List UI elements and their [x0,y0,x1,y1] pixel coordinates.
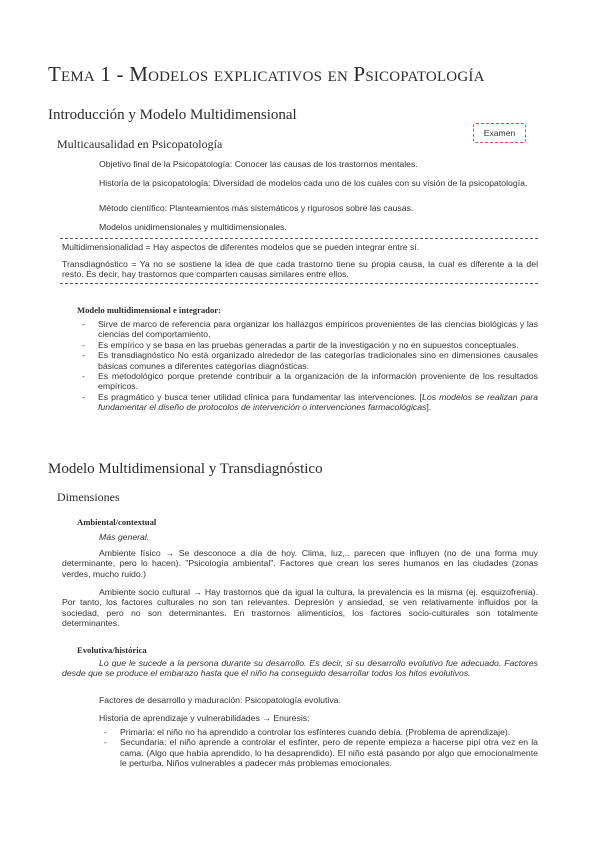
enuresis-bullet-primaria: - Primaria: el niño no ha aprendido a controlar los esfínteres cuando debía. (Problema de aprendizaje). [102,727,538,737]
model-bullet-5-end: ]. [426,402,432,413]
model-bullet-5-italic: Los modelos se realizan para fundamentar el diseño de protocolos de intervención o intervenciones farmacológicas [98,391,538,413]
exam-badge: Examen [473,123,526,143]
model-bullet-2: - Es empírico y se basa en las pruebas generadas a partir de la investigación y no en supuestos conceptuales. [80,340,538,350]
box-bottom-divider [60,283,538,284]
model-bullet-5 [80,392,538,413]
section1-heading: Introducción y Modelo Multidimensional [48,107,297,123]
model-bullet-4: - Es metodológico porque pretende contribuir a la organización de la información proveniente de los resultados empíricos. [80,371,538,392]
enuresis-bullet-list [102,727,538,769]
evolutiva-intro: Lo que le sucede a la persona durante su desarrollo. Es decir, si su desarrollo evolutivo fue adecuado. Factores desde que se produce el embarazo hasta que el niño ha conseguido desarrollar todos los hitos evolutivos. [62,658,538,679]
model-bullet-5-text: Es pragmático y busca tener utilidad clínica para fundamentar las intervenciones. [ [98,391,423,402]
ambiental-general: Más general. [99,532,150,542]
box-line-multidimensionalidad: Multidimensionalidad = Hay aspectos de diferentes modelos que se pueden integrar entre sí. [62,242,420,252]
title-part2: Modelos explicativos en Psicopatología [129,62,485,86]
section2-subheading: Dimensiones [57,490,120,504]
model-bullet-3: - Es transdiagnóstico No está organizado alrededor de las categorías tradicionales sino en dimensiones causales básicas comunes a diferentes categorías diagnósticas. [80,350,538,371]
intro-item-4: Modelos unidimensionales y multidimensionales. [99,222,287,232]
evolutiva-factores: Factores de desarrollo y maduración: Psicopatología evolutiva. [99,695,341,705]
ambiental-socio-cultural: Ambiente socio cultural → Hay trastornos que da igual la cultura, la prevalencia es la misma (ej. esquizofrenia). Por tanto, los factores culturales no son tan relevantes. Depresión y ansiedad, se ven relativamente influidos por la sociedad, pero no son determinantes. En trastornos alimenticios, los factores socio-culturales son totalmente determinantes. [62,587,538,629]
intro-item-2: Historia de la psicopatología: Diversidad de modelos cada uno de los cuales con su visión de la psicopatología. [99,178,528,188]
intro-item-3: Método científico: Planteamientos más sistemáticos y rigurosos sobre las causas. [99,203,414,213]
box-line-transdiagnostico: Transdiagnóstico = Ya no se sostiene la idea de que cada trastorno tiene su propia causa, la cual es diferente a la del resto. Es decir, hay trastornos que comparten causas similares entre ellos. [62,259,538,280]
box-top-divider [60,238,538,239]
title-part1: Tema 1 - [48,62,130,86]
model-bullet-list [80,319,538,413]
section2-heading: Modelo Multidimensional y Transdiagnóstico [48,461,323,477]
section1-subheading: Multicausalidad en Psicopatología [57,137,223,151]
evolutiva-heading: Evolutiva/histórica [77,645,147,655]
ambiental-heading: Ambiental/contextual [77,517,157,527]
model-bullet-1: - Sirve de marco de referencia para organizar los hallazgos empíricos provenientes de las ciencias biológicas y las ciencias del comportamiento. [80,319,538,340]
ambiental-fisico: Ambiente físico → Se desconoce a día de hoy. Clima, luz,.. parecen que influyen (no de una forma muy determinante, pero lo hacen). "Psicología ambiental". Factores que crean los seres humanos en las ciudades (zonas verdes, mucho ruido.) [62,548,538,579]
page-title [48,62,568,87]
enuresis-bullet-secundaria: - Secundaria: el niño aprende a controlar el esfínter, pero de repente empieza a hacerse pipí otra vez en la cama. (Algo que había aprendido, lo ha desaprendido). El niño está pasando por algo que emocionalmente le perturba. Niños vulnerables a padecer más problemas emocionales. [102,737,538,768]
model-heading: Modelo multidimensional e integrador: [77,305,221,315]
evolutiva-historia: Historia de aprendizaje y vulnerabilidades → Enuresis: [99,713,310,723]
intro-item-1: Objetivo final de la Psicopatología: Conocer las causas de los trastornos mentales. [99,159,418,169]
